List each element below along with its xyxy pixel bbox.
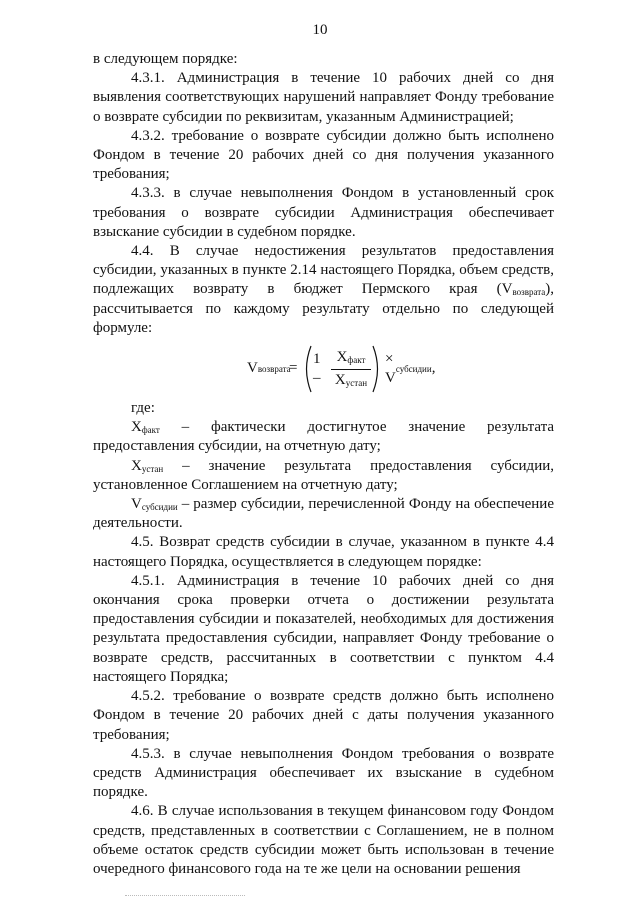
formula-denominator: $X_{устан}$ — [334, 372, 368, 389]
left-paren-icon — [301, 344, 313, 394]
formula-fraction — [331, 348, 371, 392]
definition-v-subsidy: $V_{субсидии}$ – размер субсидии, перечисленной Фонду на обеспечение деятельности. — [93, 496, 554, 532]
paragraph-4-3-3: 4.3.3. в случае невыполнения Фондом в установленный срок требования о возврате субсидии Администрация обеспечивает взыскание субсидии в судебном порядке. — [93, 185, 554, 240]
page-number: 10 — [312, 22, 328, 38]
paragraph-4-4-subscript: возврата — [512, 287, 546, 298]
right-paren-icon — [371, 344, 383, 394]
document-body — [93, 50, 554, 879]
paragraph-4-5-1: 4.5.1. Администрация в течение 10 рабочих дней со дня окончания срока проверки отчета о достижении результата предоставления субсидии и показателей, необходимых для достижения результата предоставления субсидии, направляет Фонду требование о возврате средств, рассчитанных в соответствии с пунктом 4.4 настоящего Порядка; — [93, 572, 554, 685]
definition-x-ustan: $X_{устан}$ – значение результата предоставления субсидии, установленное Соглашением на отчетную дату; — [93, 457, 554, 493]
fraction-bar — [331, 369, 371, 370]
footer-divider — [125, 895, 245, 896]
paragraph-4-3-1: 4.3.1. Администрация в течение 10 рабочих дней со дня выявления соответствующих нарушений направляет Фонду требование о возврате субсидии по реквизитам, указанным Администрацией; — [93, 70, 554, 125]
formula-times-v-subsidy: × V субсидии , — [385, 350, 436, 387]
paragraph-4-6: 4.6. В случае использования в текущем финансовом году Фондом средств, представленных в соответствии с Соглашением, не в полном объеме остаток средств субсидии может быть использован в течение очередного финансового года на те же цели на основании решения — [93, 803, 554, 877]
paragraph-4-3-2: 4.3.2. требование о возврате субсидии должно быть исполнено Фондом в течение 20 рабочих дней со дня получения указанного требования; — [93, 127, 554, 183]
formula-block — [93, 338, 554, 399]
formula-lhs: V возврата — [247, 360, 291, 377]
definition-x-fact: $X_{факт}$ – фактически достигнутое значение результата предоставления субсидии, на отчетную дату; — [93, 419, 554, 455]
formula-numerator: $X_{факт}$ — [336, 349, 366, 366]
paragraph-4-5: 4.5. Возврат средств субсидии в случае, указанном в пункте 4.4 настоящего Порядка, осуществляется в следующем порядке: — [93, 534, 554, 570]
formula-equals: = — [289, 360, 298, 377]
paragraph-4-4-text-b: ), рассчитывается по каждому результату отдельно по следующей формуле: — [93, 281, 554, 336]
paragraph-4-4 — [93, 242, 554, 338]
paragraph-continuation: в следующем порядке: — [93, 51, 238, 67]
paragraph-4-4-text-a: 4.4. В случае недостижения результатов предоставления субсидии, указанных в пункте 2.14 настоящего Порядка, объем средств, подлежащих возврату в бюджет Пермского края (V — [93, 243, 554, 298]
where-label: где: — [131, 400, 155, 417]
paragraph-4-5-2: 4.5.2. требование о возврате средств должно быть исполнено Фондом в течение 20 рабочих дней с даты получения указанного требования; — [93, 688, 554, 743]
formula-one-minus: 1 – — [313, 350, 321, 387]
paragraph-4-5-3: 4.5.3. в случае невыполнения Фондом требования о возврате средств Администрация обеспечивает их взыскание в судебном порядке. — [93, 745, 554, 801]
